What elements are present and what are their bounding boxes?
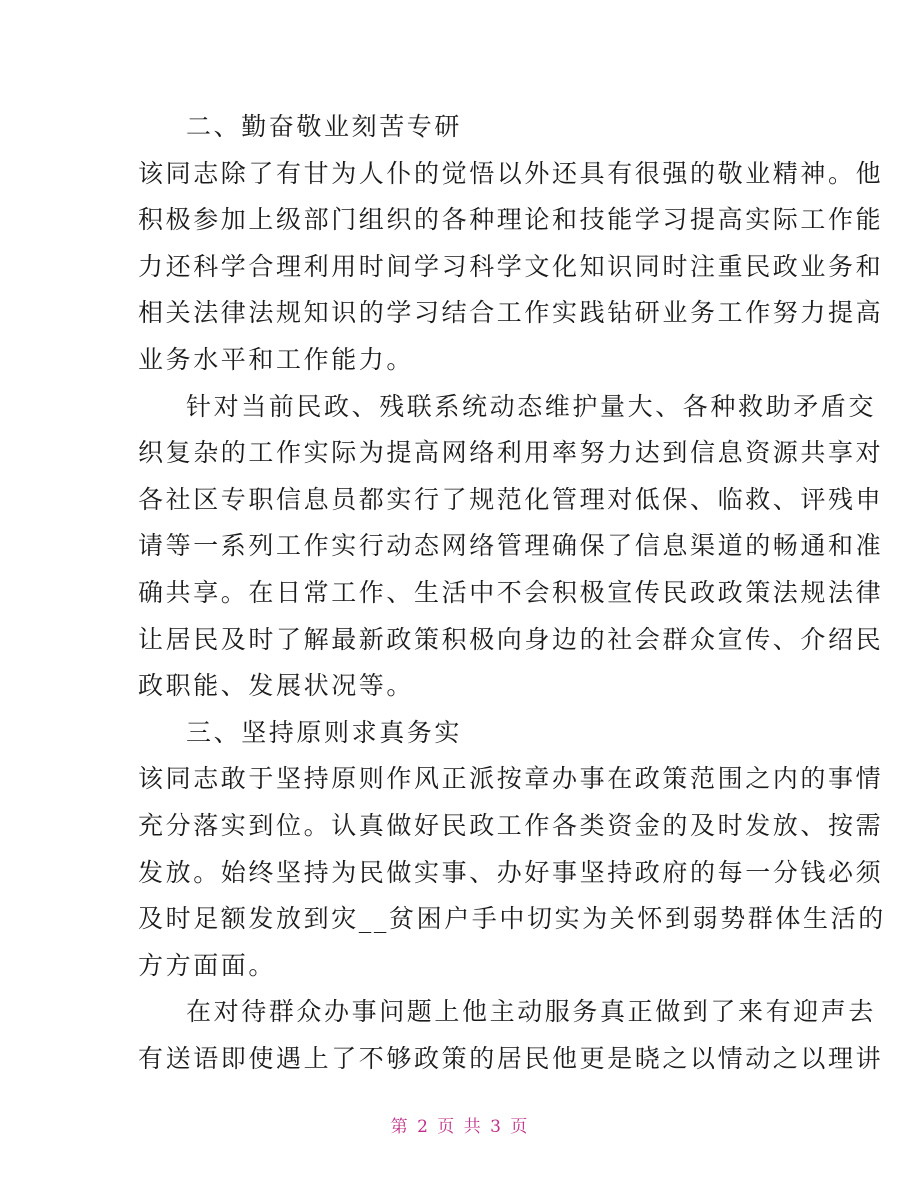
paragraph-line: 业务水平和工作能力。 (138, 344, 415, 374)
paragraph-line: 该同志除了有甘为人仆的觉悟以外还具有很强的敬业精神。他 (138, 158, 884, 188)
paragraph-line: 请等一系列工作实行动态网络管理确保了信息渠道的畅通和准 (138, 531, 884, 561)
section-heading-2: 二、勤奋敬业刻苦专研 (186, 112, 463, 141)
paragraph-line: 各社区专职信息员都实行了规范化管理对低保、临救、评残申 (138, 484, 884, 514)
paragraph-line: 力还科学合理利用时间学习科学文化知识同时注重民政业务和 (138, 251, 884, 281)
paragraph-line: 积极参加上级部门组织的各种理论和技能学习提高实际工作能 (138, 205, 884, 235)
document-body (138, 104, 886, 1082)
paragraph-line: 针对当前民政、残联系统动态维护量大、各种救助矛盾交 (186, 391, 877, 421)
paragraph-line: 该同志敢于坚持原则作风正派按章办事在政策范围之内的事情 (138, 764, 884, 794)
paragraph-line: 政职能、发展状况等。 (138, 671, 415, 701)
page-number-footer: 第 2 页 共 3 页 (390, 1117, 530, 1137)
paragraph-line: 方方面面。 (138, 950, 277, 980)
section-heading-3: 三、坚持原则求真务实 (186, 717, 463, 747)
paragraph-line: 充分落实到位。认真做好民政工作各类资金的及时发放、按需 (138, 810, 884, 840)
paragraph-line: 有送语即使遇上了不够政策的居民他更是晓之以情动之以理讲 (138, 1043, 884, 1073)
paragraph-line: 织复杂的工作实际为提高网络利用率努力达到信息资源共享对 (138, 438, 884, 468)
paragraph-line: 在对待群众办事问题上他主动服务真正做到了来有迎声去 (186, 997, 877, 1027)
paragraph-line: 相关法律法规知识的学习结合工作实践钻研业务工作努力提高 (138, 298, 884, 328)
paragraph-line: 及时足额发放到灾__贫困户手中切实为关怀到弱势群体生活的 (138, 904, 886, 934)
paragraph-line: 让居民及时了解最新政策积极向身边的社会群众宣传、介绍民 (138, 624, 884, 654)
paragraph-line: 发放。始终坚持为民做实事、办好事坚持政府的每一分钱必须 (138, 857, 884, 887)
paragraph-line: 确共享。在日常工作、生活中不会积极宣传民政政策法规法律 (138, 577, 884, 607)
